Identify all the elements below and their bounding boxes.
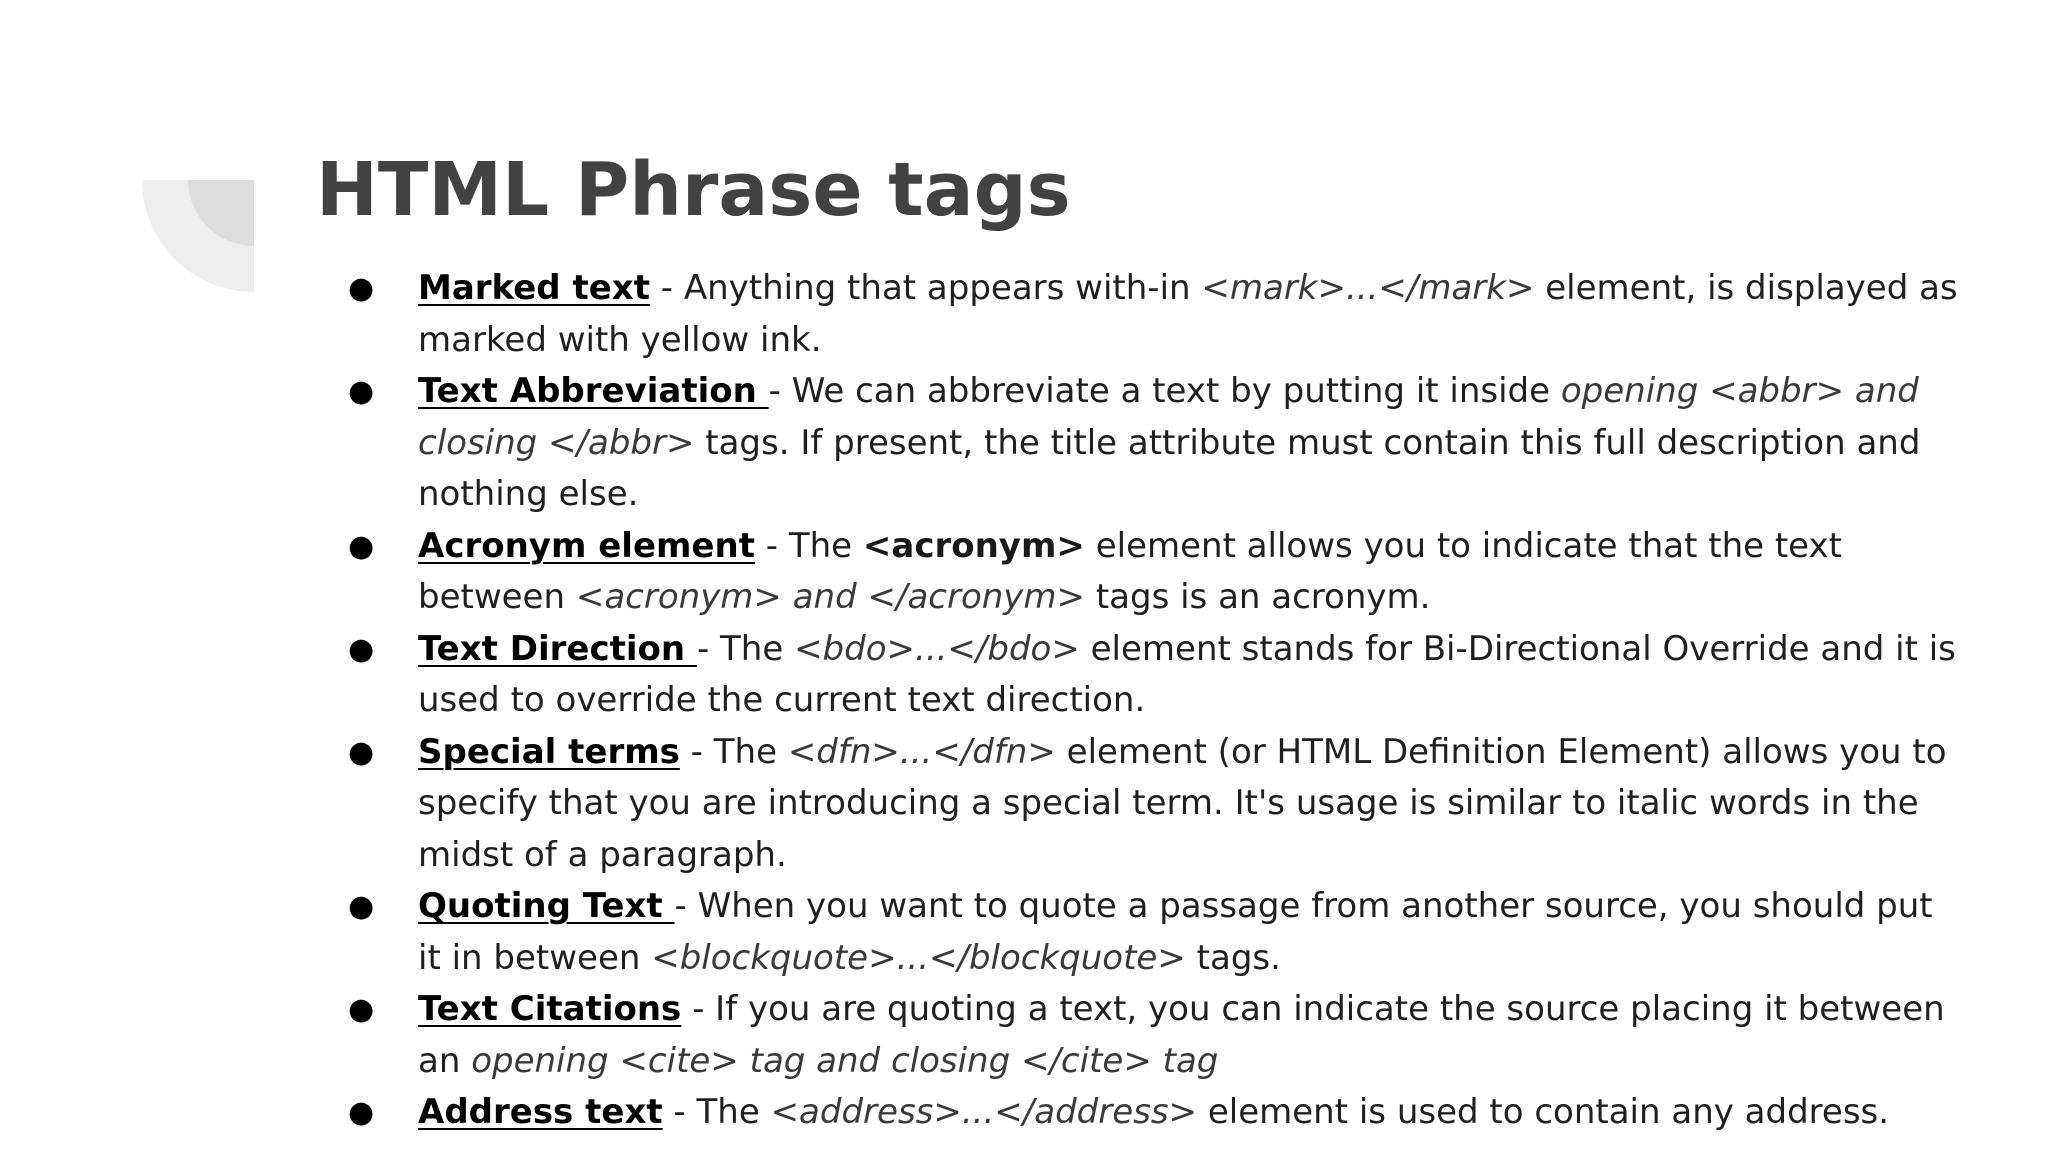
list-item [348, 366, 1958, 521]
item-description: element allows you to indicate that the text between [418, 525, 1842, 617]
phrase-tag-list [348, 263, 1958, 1139]
bullet-icon: ● [348, 528, 375, 564]
item-term: Special terms [418, 731, 680, 772]
item-description: tags. If present, the title attribute must contain this full description and nothing else. [418, 422, 1921, 514]
item-description: element is used to contain any address. [1197, 1092, 1890, 1132]
list-item [348, 624, 1958, 727]
item-term: Text Abbreviation [418, 371, 769, 411]
item-description: - Anything that appears with-in [649, 268, 1202, 308]
corner-decoration [142, 180, 254, 292]
bullet-icon: ● [348, 374, 375, 409]
bullet-icon: ● [348, 631, 375, 667]
list-item [348, 263, 1958, 366]
bullet-icon: ● [348, 734, 375, 770]
item-description: element, is displayed as marked with yellow ink. [418, 268, 1958, 360]
item-description: - The [662, 1092, 771, 1132]
item-code: <dfn>...</dfn> [787, 731, 1056, 772]
item-code: <mark>...</mark> [1201, 268, 1535, 308]
item-description: tags is an acronym. [1085, 577, 1431, 617]
item-description: - The [679, 731, 788, 772]
item-term: Marked text [418, 268, 650, 308]
item-code: <bdo>...</bdo> [794, 628, 1080, 669]
list-item [348, 1087, 1958, 1139]
list-item [348, 521, 1958, 624]
item-code: <blockquote>...</blockquote> [651, 937, 1186, 978]
item-description: element (or HTML Definition Element) allows you to specify that you are introducing a special term. It's usage is similar to italic words in the midst of a paragraph. [418, 731, 1947, 875]
bullet-icon: ● [348, 889, 375, 924]
item-code: <address>...</address> [770, 1092, 1198, 1132]
item-code: opening <cite> tag and closing </cite> tag [471, 1040, 1219, 1081]
item-description: - If you are quoting a text, you can indicate the source placing it between an [418, 989, 1945, 1081]
item-description: - The [754, 525, 863, 566]
item-term: Text Direction [418, 628, 697, 669]
list-item [348, 727, 1958, 882]
item-term: Quoting Text [418, 886, 675, 926]
bullet-icon: ● [348, 992, 375, 1027]
slide-title: HTML Phrase tags [316, 147, 1071, 233]
item-description: - When you want to quote a passage from another source, you should put it in between [418, 886, 1933, 978]
item-term: Acronym element [418, 525, 755, 566]
item-code: opening <abbr> and closing </abbr> [418, 371, 1919, 463]
item-term: Text Citations [418, 989, 682, 1029]
bullet-icon: ● [348, 271, 375, 306]
item-description: - We can abbreviate a text by putting it inside [768, 371, 1561, 411]
item-description: tags. [1185, 937, 1281, 978]
list-item [348, 984, 1958, 1087]
item-description: element stands for Bi-Directional Override and it is used to override the current text direction. [418, 628, 1956, 720]
item-term: Address text [418, 1092, 663, 1132]
item-description: - The [696, 628, 795, 669]
list-item [348, 881, 1958, 984]
item-code: <acronym> and </acronym> [575, 577, 1086, 617]
bullet-icon: ● [348, 1095, 375, 1130]
item-code: <acronym> [862, 525, 1085, 566]
